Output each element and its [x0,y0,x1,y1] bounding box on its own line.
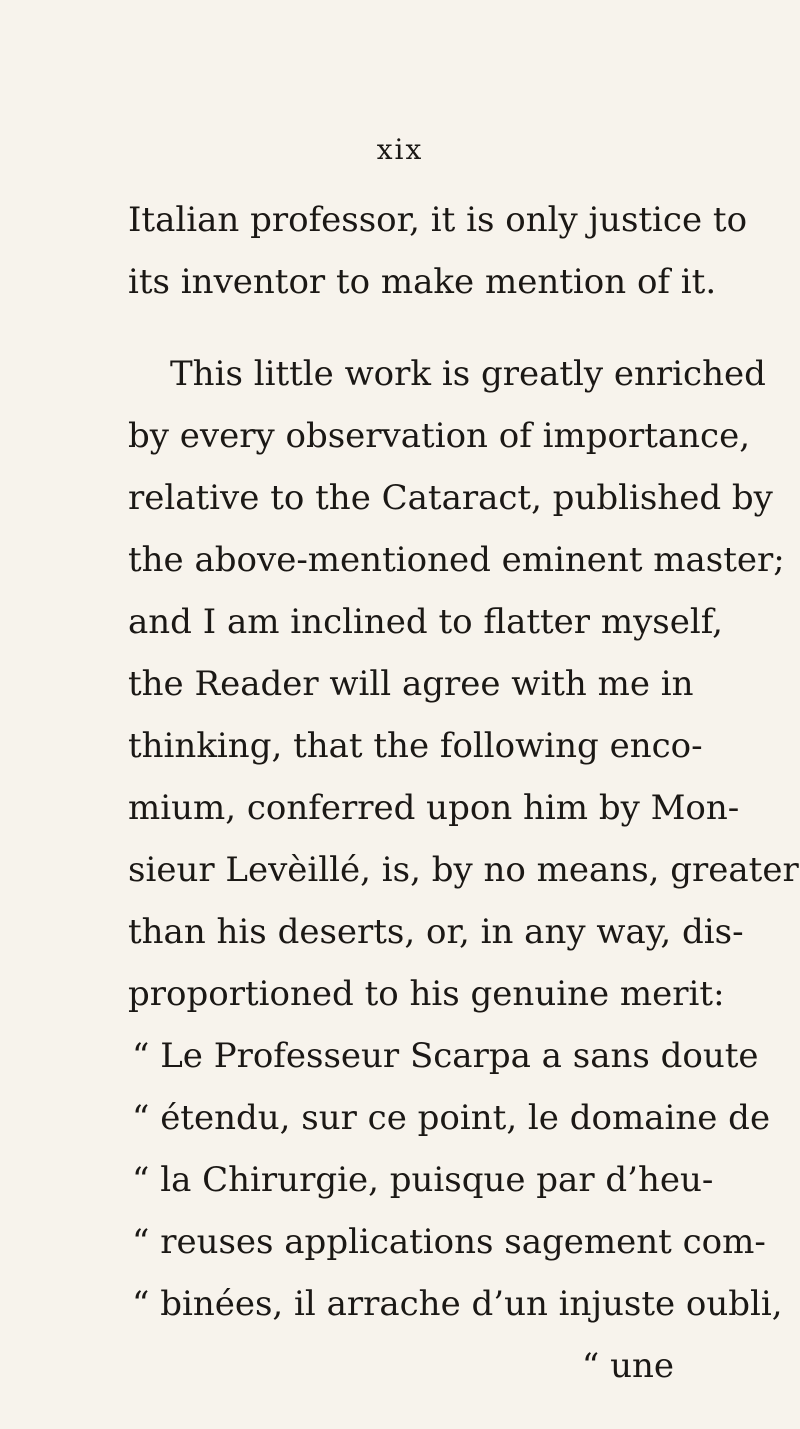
text-line: relative to the Cataract, published by [128,478,773,518]
text-line: proportioned to his genuine merit: [128,974,725,1014]
text-line: thinking, that the following enco- [128,726,703,766]
quote-line: “ binées, il arrache d’un injuste oubli, [132,1284,783,1324]
text-line: the above-mentioned eminent master; [128,540,785,580]
page-number: xix [376,133,424,166]
text-line: than his deserts, or, in any way, dis- [128,912,744,952]
text-line: by every observation of importance, [128,416,751,456]
catchword: “ une [581,1346,674,1386]
text-line: mium, conferred upon him by Mon- [128,788,740,828]
text-line: Italian professor, it is only justice to [128,200,748,240]
quote-line: “ Le Professeur Scarpa a sans doute [132,1036,759,1076]
text-line: the Reader will agree with me in [128,664,694,704]
quote-line: “ reuses applications sagement com- [132,1222,766,1262]
quote-line: “ étendu, sur ce point, le domaine de [132,1098,771,1138]
text-line: sieur Levèillé, is, by no means, greater [128,850,799,890]
quote-line: “ la Chirurgie, puisque par d’heu- [132,1160,714,1200]
paragraph-first-line: This little work is greatly enriched [170,354,766,394]
text-line: and I am inclined to flatter myself, [128,602,723,642]
text-line: its inventor to make mention of it. [128,262,717,302]
